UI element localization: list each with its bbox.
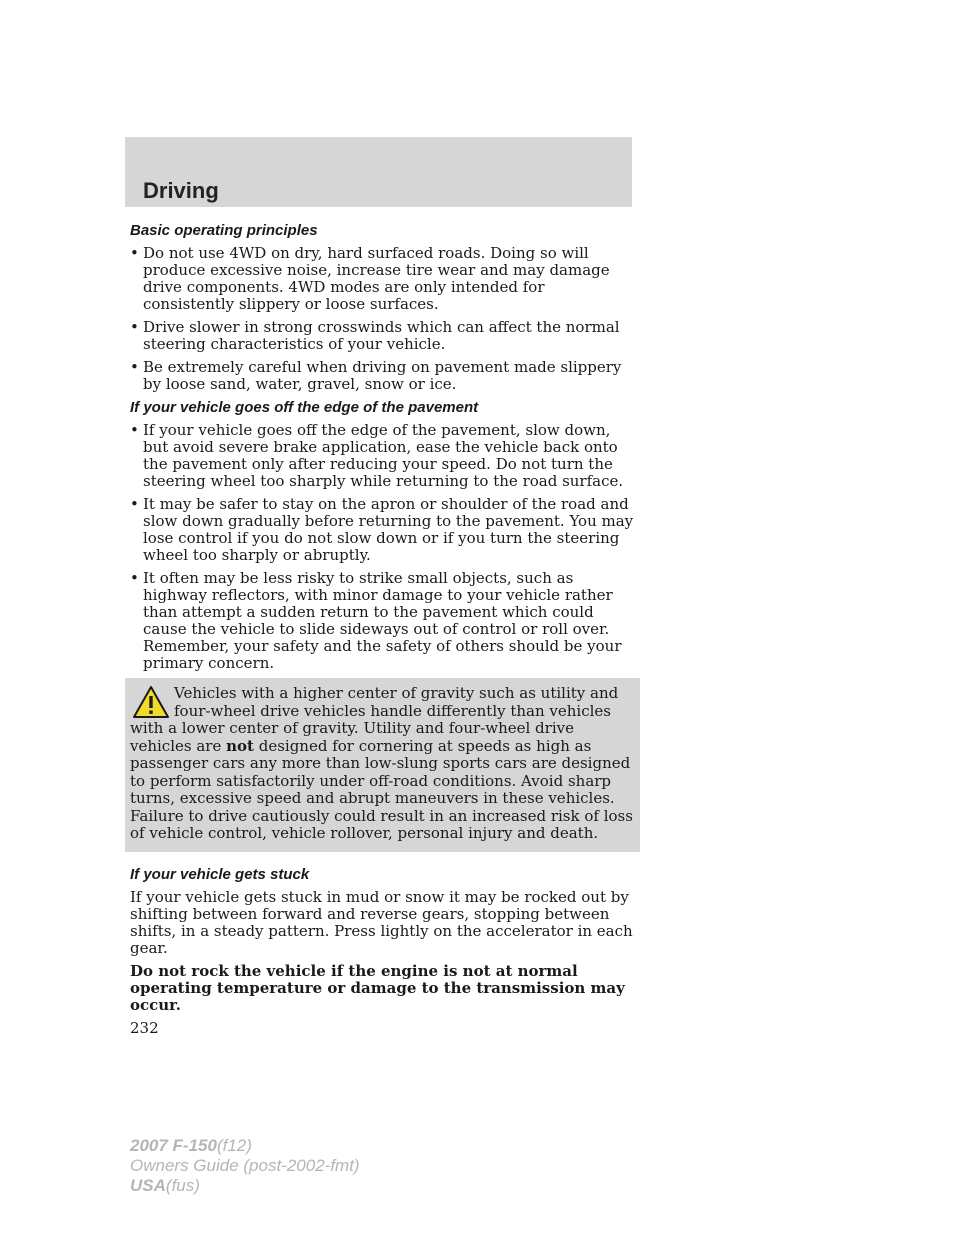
page-number: 232 [130, 1018, 159, 1037]
list-item-text: If your vehicle goes off the edge of the pavement, slow down, but avoid severe brake application, ease the vehicle back onto the pavement only after reducing your speed. Do not turn the steering wheel too sharply while returning to the road surface. [143, 421, 624, 490]
bullet-list [130, 422, 635, 672]
document-footer [130, 1136, 360, 1196]
section-title: Driving [143, 178, 219, 203]
section-heading: Basic operating principles [130, 222, 318, 239]
warning-emphasis: not [226, 736, 254, 755]
warning-text: Vehicles with a higher center of gravity such as utility and four-wheel drive vehicles handle differently than vehicles with a lower center of gravity. Utility and four-wheel drive vehicles are [130, 684, 619, 755]
list-item-text: Do not use 4WD on dry, hard surfaced roads. Doing so will produce excessive noise, increase tire wear and may damage drive components. 4WD modes are only intended for consistently slippery or loose surfaces. [143, 244, 610, 313]
footer-line-model [130, 1136, 360, 1156]
list-item [130, 496, 635, 564]
footer-line-market [130, 1176, 360, 1196]
footer-model-code: (f12) [216, 1136, 252, 1155]
bullet-marker: • [130, 495, 139, 513]
list-item-text: It often may be less risky to strike small objects, such as highway reflectors, with minor damage to your vehicle rather than attempt a sudden return to the pavement which could cause the vehicle to slide sideways out of control or roll over. Remember, your safety and the safety of others should be your primary concern. [143, 569, 622, 672]
list-item [130, 319, 635, 353]
footer-market-code: (fus) [165, 1176, 200, 1195]
warning-box [125, 678, 640, 852]
list-item [130, 359, 635, 393]
list-item [130, 570, 635, 672]
bullet-list [130, 245, 635, 393]
warning-triangle-icon [132, 685, 170, 719]
section-heading: If your vehicle goes off the edge of the pavement [130, 399, 479, 416]
list-item [130, 245, 635, 313]
bullet-marker: • [130, 421, 139, 439]
footer-model: 2007 F-150 [130, 1136, 217, 1155]
section-heading: If your vehicle gets stuck [130, 865, 310, 883]
list-item-text: It may be safer to stay on the apron or shoulder of the road and slow down gradually before returning to the pavement. You may lose control if you do not slow down or if you turn the steering wheel too sharply or abruptly. [143, 495, 634, 564]
bullet-marker: • [130, 569, 139, 587]
page-content [130, 222, 635, 1037]
list-item [130, 422, 635, 490]
bullet-marker: • [130, 358, 139, 376]
list-item-text: Drive slower in strong crosswinds which can affect the normal steering characteristics of your vehicle. [143, 318, 620, 353]
footer-market: USA [130, 1176, 166, 1195]
body-paragraph: If your vehicle gets stuck in mud or snow it may be rocked out by shifting between forward and reverse gears, stopping between shifts, in a steady pattern. Press lightly on the accelerator in each gear. [130, 887, 633, 957]
bullet-marker: • [130, 244, 139, 262]
warning-text-continued: designed for cornering at speeds as high as passenger cars any more than low-slung sports cars are designed to perform satisfactorily under off-road conditions. Avoid sharp turns, excessive speed and abrupt maneuvers in these vehicles. Failure to drive cautiously could result in an increased risk of loss of vehicle control, vehicle rollover, personal injury and death. [130, 736, 633, 842]
list-item-text: Be extremely careful when driving on pavement made slippery by loose sand, water, gravel, snow or ice. [143, 358, 622, 393]
footer-line-guide: Owners Guide (post-2002-fmt) [130, 1156, 360, 1175]
bullet-marker: • [130, 318, 139, 336]
bold-caution-paragraph: Do not rock the vehicle if the engine is not at normal operating temperature or damage to the transmission may occur. [130, 961, 625, 1014]
